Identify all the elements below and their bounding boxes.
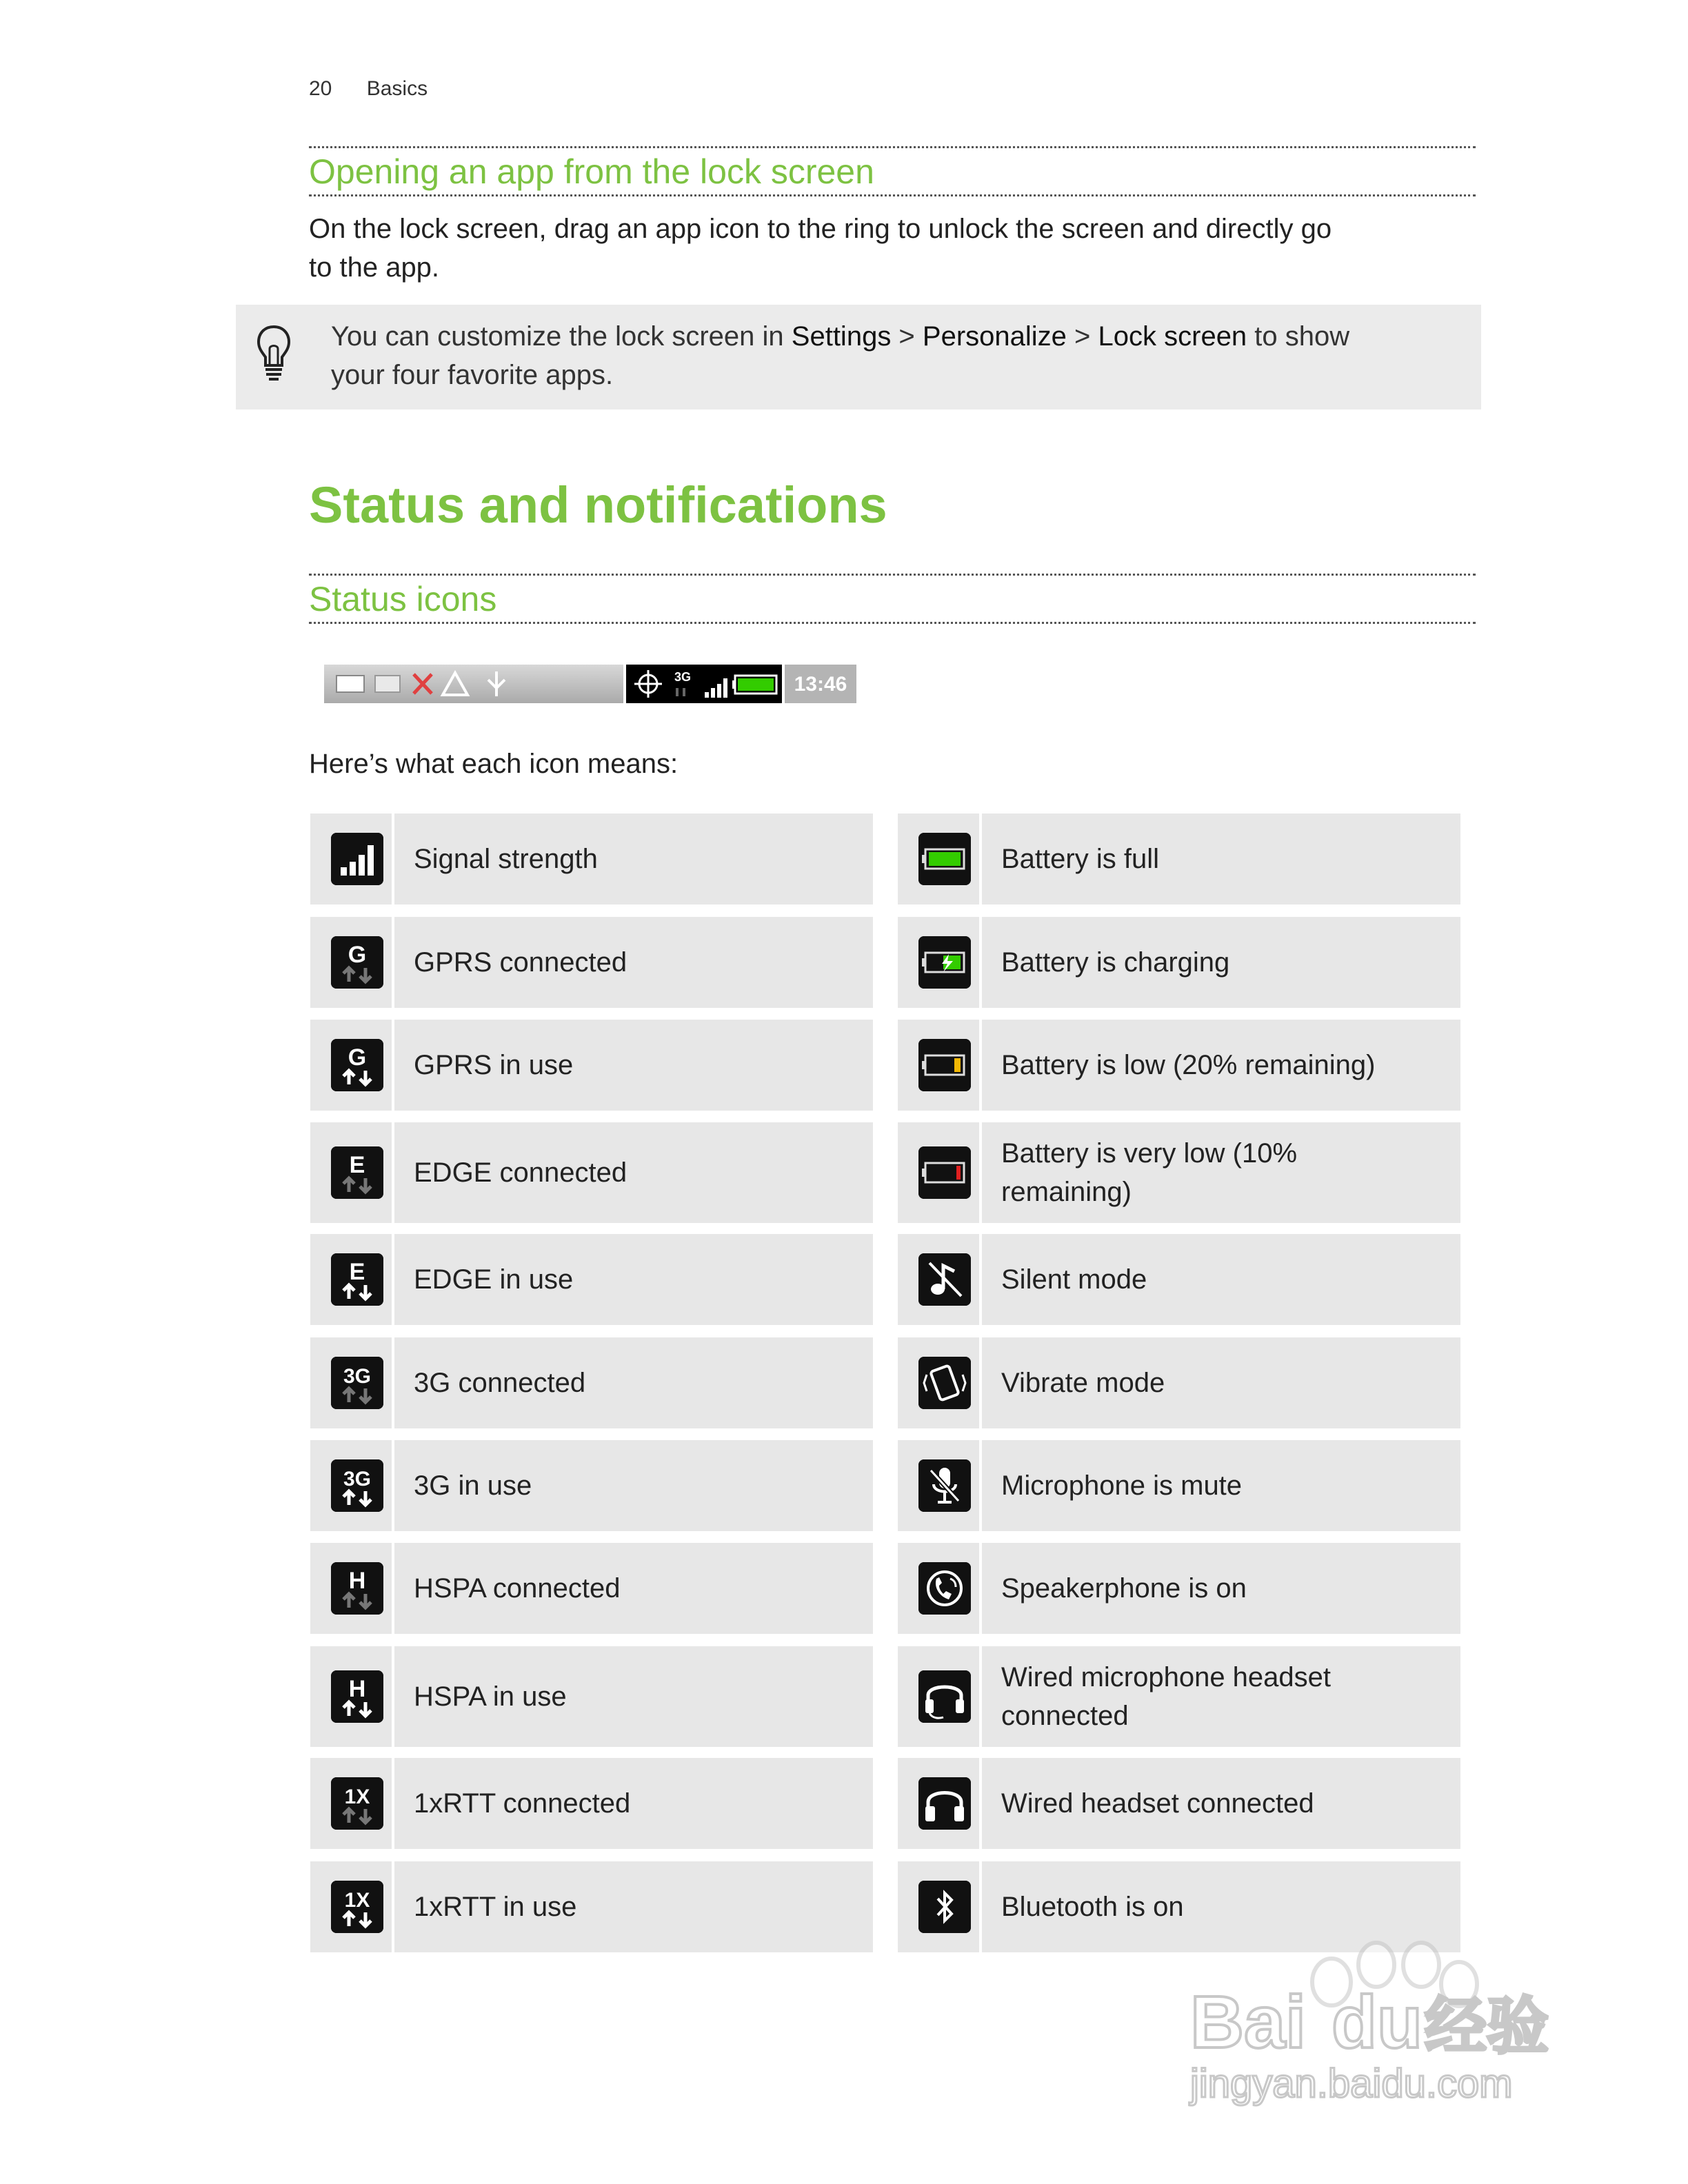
icon-description: Speakerphone is on — [1001, 1573, 1247, 1604]
icon-description: Signal strength — [414, 844, 598, 874]
icon-table-row — [310, 1646, 873, 1747]
row-divider — [979, 1234, 982, 1325]
section-rule-top — [309, 146, 1476, 148]
icon-table-row — [898, 813, 1460, 904]
tip-sep1: > — [891, 321, 923, 352]
icon-description: Wired headset connected — [1001, 1788, 1314, 1819]
icon-description — [1001, 1658, 1447, 1735]
row-divider — [392, 813, 394, 904]
icon-table-row — [310, 1337, 873, 1428]
edge-in-use-icon — [331, 1253, 383, 1306]
row-divider — [392, 1440, 394, 1531]
vibrate-mode-icon — [918, 1357, 971, 1409]
tip-prefix: You can customize the lock screen in — [331, 321, 792, 352]
row-divider — [392, 1122, 394, 1223]
icon-table-row — [310, 1758, 873, 1849]
icon-table-row — [310, 1543, 873, 1634]
watermark-brand2: du — [1332, 1980, 1423, 2063]
svg-text:H: H — [348, 1676, 366, 1702]
3g-connected-icon — [331, 1357, 383, 1409]
icon-intro: Here’s what each icon means: — [309, 749, 679, 779]
tip-sep2: > — [1066, 321, 1098, 352]
lock-section-body — [309, 210, 1332, 287]
wired-headset-icon — [918, 1777, 971, 1830]
icon-table-row — [310, 1440, 873, 1531]
icon-description-line2: remaining) — [1001, 1177, 1132, 1207]
watermark-url: jingyan.baidu.com — [1190, 2061, 1513, 2106]
hspa-connected-icon — [331, 1562, 383, 1615]
icon-description: EDGE connected — [414, 1157, 627, 1188]
row-divider — [392, 1337, 394, 1428]
lock-body-line1: On the lock screen, drag an app icon to the ring to unlock the screen and directly go — [309, 214, 1332, 244]
icon-description: HSPA in use — [414, 1681, 567, 1712]
icon-description-line1: Wired microphone headset — [1001, 1662, 1332, 1692]
icon-table-row — [310, 813, 873, 904]
icon-description: Battery is full — [1001, 844, 1159, 874]
icon-description-line2: connected — [1001, 1701, 1129, 1731]
icon-table-row — [310, 917, 873, 1008]
gprs-connected-icon — [331, 936, 383, 989]
silent-mode-icon — [918, 1253, 971, 1306]
status-rule-bottom — [309, 622, 1476, 624]
baidu-watermark — [1183, 1917, 1583, 2110]
status-icons-heading: Status icons — [309, 580, 497, 618]
row-divider — [979, 1646, 982, 1747]
row-divider — [979, 1122, 982, 1223]
status-bar-sample — [324, 665, 856, 703]
1xrtt-connected-icon — [331, 1777, 383, 1830]
row-divider — [979, 1861, 982, 1952]
bluetooth-icon — [918, 1881, 971, 1933]
tip-lock-screen: Lock screen — [1098, 321, 1247, 352]
tip-box — [236, 305, 1481, 410]
row-divider — [979, 1758, 982, 1849]
icon-description: EDGE in use — [414, 1264, 574, 1295]
svg-text:1X: 1X — [344, 1786, 370, 1808]
row-divider — [979, 917, 982, 1008]
svg-text:G: G — [348, 942, 367, 968]
row-divider — [392, 1234, 394, 1325]
icon-table-row — [898, 1234, 1460, 1325]
tip-line2: your four favorite apps. — [331, 360, 614, 390]
battery-very-low-icon — [918, 1146, 971, 1199]
svg-text:H: H — [348, 1568, 366, 1594]
icon-description: 1xRTT in use — [414, 1892, 577, 1922]
battery-full-icon — [918, 833, 971, 885]
row-divider — [979, 1543, 982, 1634]
row-divider — [392, 917, 394, 1008]
speakerphone-icon — [918, 1562, 971, 1615]
status-rule-top — [309, 574, 1476, 576]
gprs-in-use-icon — [331, 1039, 383, 1091]
hspa-in-use-icon — [331, 1670, 383, 1723]
row-divider — [392, 1020, 394, 1111]
tip-personalize: Personalize — [922, 321, 1067, 352]
microphone-mute-icon — [918, 1459, 971, 1512]
icon-description: 3G in use — [414, 1470, 532, 1501]
signal-strength-icon — [331, 833, 383, 885]
icon-description: Silent mode — [1001, 1264, 1147, 1295]
svg-text:1X: 1X — [344, 1889, 370, 1912]
row-divider — [979, 813, 982, 904]
icon-description-line1: Battery is very low (10% — [1001, 1138, 1298, 1169]
icon-description: GPRS connected — [414, 947, 627, 978]
section-name: Basics — [366, 77, 428, 100]
statusbar-time: 13:46 — [794, 673, 847, 696]
edge-connected-icon — [331, 1146, 383, 1199]
statusbar-network: 3G — [674, 670, 692, 684]
svg-text:G: G — [348, 1044, 367, 1071]
icon-description: HSPA connected — [414, 1573, 621, 1604]
row-divider — [979, 1020, 982, 1111]
watermark-brand: Bai — [1190, 1980, 1307, 2063]
row-divider — [392, 1861, 394, 1952]
tip-suffix: to show — [1247, 321, 1350, 352]
1xrtt-in-use-icon — [331, 1881, 383, 1933]
icon-description: 1xRTT connected — [414, 1788, 631, 1819]
svg-text:3G: 3G — [343, 1365, 372, 1388]
icon-table-row — [310, 1861, 873, 1952]
status-title: Status and notifications — [309, 476, 887, 534]
watermark-cn: 经验 — [1425, 1990, 1549, 2063]
battery-charging-icon — [918, 936, 971, 989]
icon-description: Microphone is mute — [1001, 1470, 1243, 1501]
icon-description — [1001, 1134, 1447, 1211]
icon-table-row — [898, 1758, 1460, 1849]
icon-table-row — [898, 1020, 1460, 1111]
tip-settings: Settings — [791, 321, 892, 352]
page-header — [309, 77, 428, 101]
page-number: 20 — [309, 77, 332, 100]
wired-mic-headset-icon — [918, 1670, 971, 1723]
icon-table-row — [898, 1543, 1460, 1634]
row-divider — [392, 1646, 394, 1747]
icon-table-row — [898, 1337, 1460, 1428]
icon-description: Battery is low (20% remaining) — [1001, 1050, 1376, 1080]
icon-table-row — [310, 1020, 873, 1111]
row-divider — [392, 1758, 394, 1849]
lock-section-heading: Opening an app from the lock screen — [309, 152, 874, 191]
icon-table-row — [310, 1122, 873, 1223]
lightbulb-icon — [257, 324, 291, 383]
row-divider — [979, 1440, 982, 1531]
row-divider — [392, 1543, 394, 1634]
icon-description: 3G connected — [414, 1368, 586, 1398]
battery-low-icon — [918, 1039, 971, 1091]
icon-description: Battery is charging — [1001, 947, 1230, 978]
row-divider — [979, 1337, 982, 1428]
icon-description: Vibrate mode — [1001, 1368, 1165, 1398]
icon-description: GPRS in use — [414, 1050, 574, 1080]
icon-table-row — [310, 1234, 873, 1325]
tip-text — [331, 317, 1469, 394]
svg-text:E: E — [349, 1259, 365, 1285]
icon-description: Bluetooth is on — [1001, 1892, 1184, 1922]
icon-table-row — [898, 1440, 1460, 1531]
icon-table-row — [898, 917, 1460, 1008]
svg-text:E: E — [349, 1152, 365, 1178]
svg-text:3G: 3G — [343, 1468, 372, 1490]
lock-body-line2: to the app. — [309, 252, 440, 283]
icon-table-row — [898, 1646, 1460, 1747]
section-rule-bottom — [309, 194, 1476, 196]
icon-table-row — [898, 1122, 1460, 1223]
3g-in-use-icon — [331, 1459, 383, 1512]
